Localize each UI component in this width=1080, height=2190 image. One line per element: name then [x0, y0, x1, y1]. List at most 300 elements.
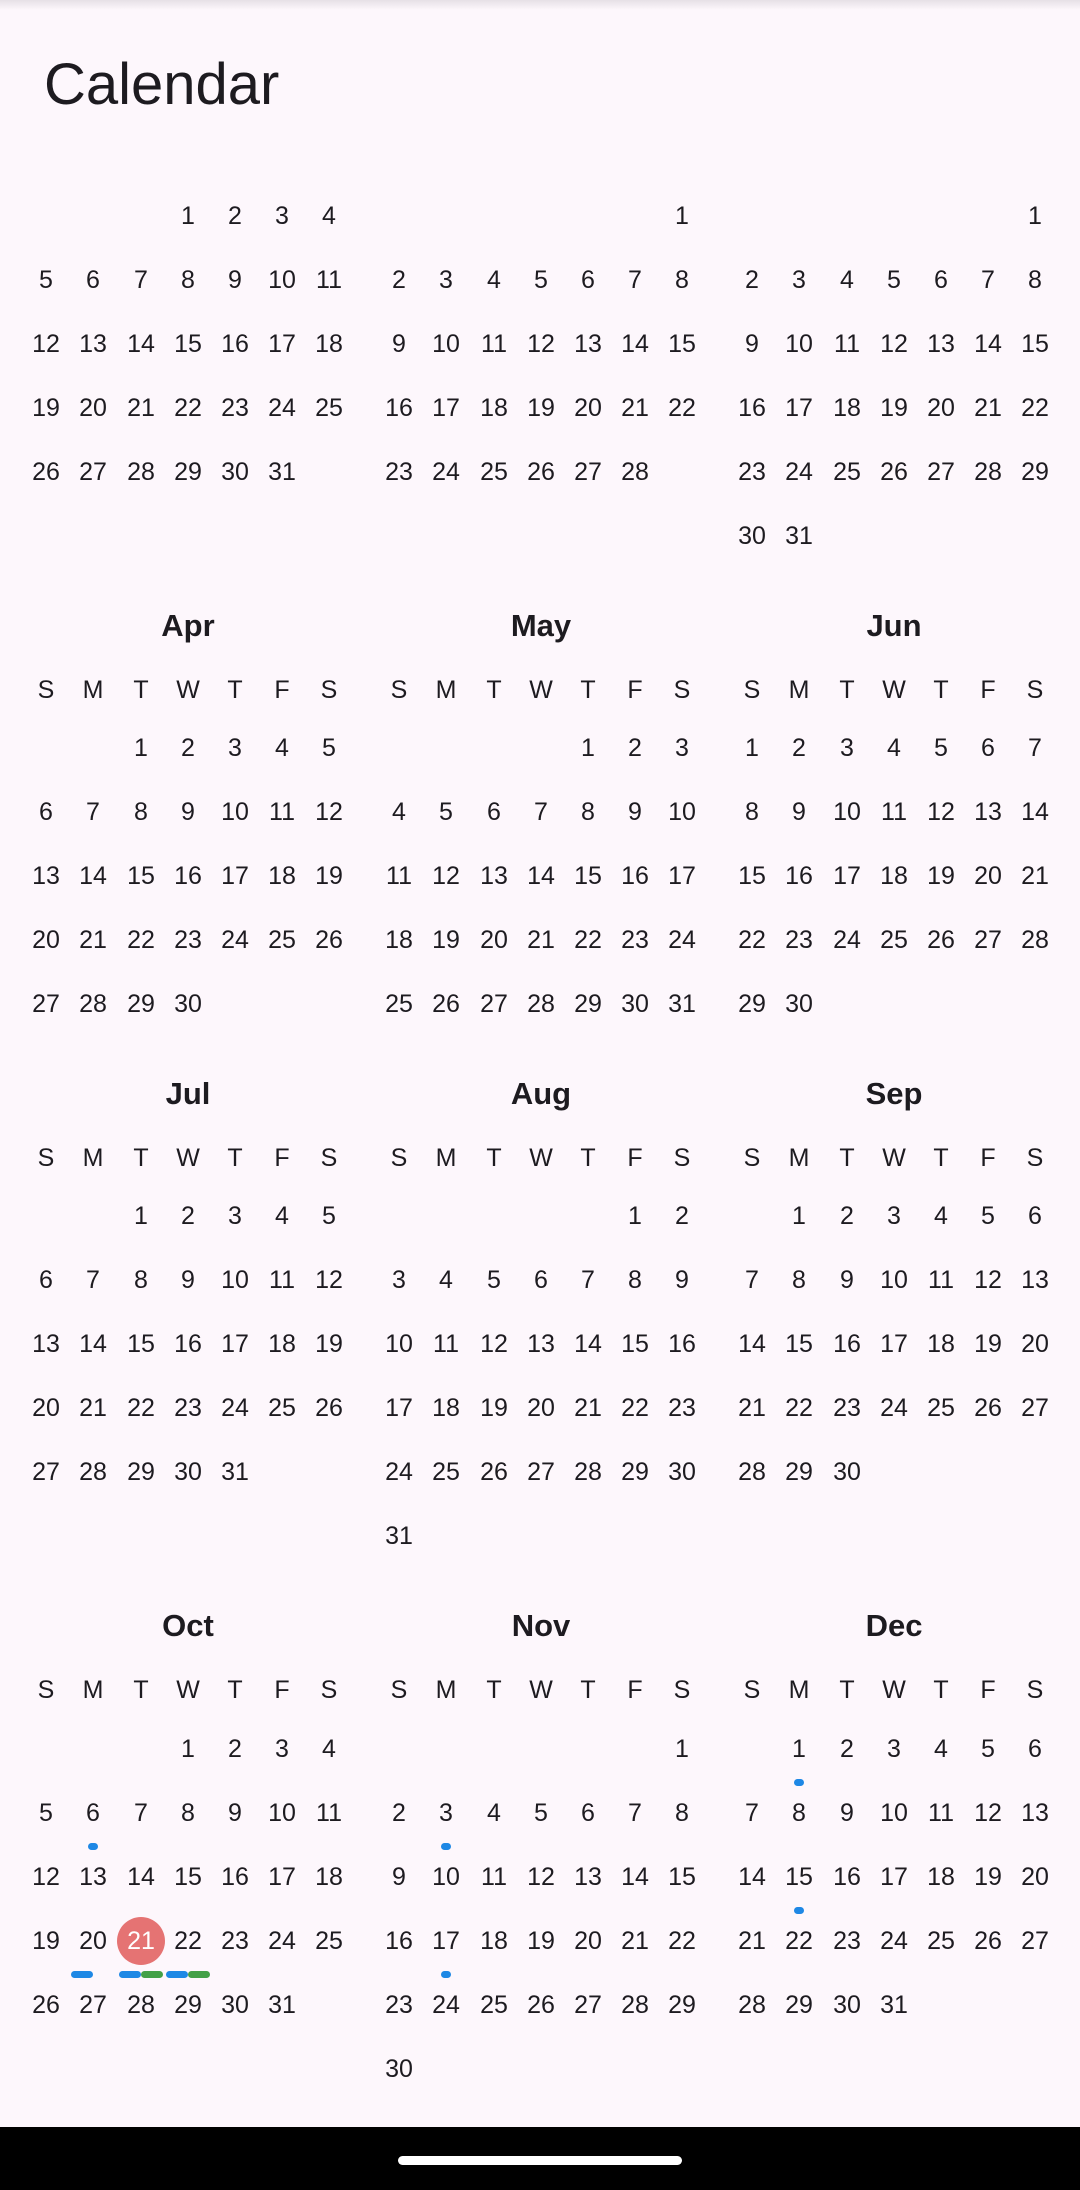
day-cell[interactable]: 26: [527, 458, 555, 486]
day-cell[interactable]: 25: [432, 1458, 460, 1486]
day-cell[interactable]: 22: [127, 926, 155, 954]
day-cell[interactable]: 19: [315, 1330, 343, 1358]
day-cell[interactable]: 25: [480, 458, 508, 486]
day-cell[interactable]: 28: [79, 1458, 107, 1486]
day-cell[interactable]: 4: [887, 734, 901, 762]
day-cell[interactable]: 16: [621, 862, 649, 890]
day-cell[interactable]: 17: [432, 1927, 460, 1955]
day-cell[interactable]: 3: [675, 734, 689, 762]
day-cell[interactable]: 23: [385, 458, 413, 486]
day-cell[interactable]: 9: [228, 1799, 242, 1827]
day-cell[interactable]: 13: [574, 1863, 602, 1891]
day-cell[interactable]: 6: [86, 1799, 100, 1827]
day-cell[interactable]: 13: [32, 1330, 60, 1358]
day-cell[interactable]: 16: [174, 1330, 202, 1358]
day-cell[interactable]: 25: [315, 1927, 343, 1955]
day-cell[interactable]: 20: [32, 1394, 60, 1422]
day-cell[interactable]: 16: [385, 1927, 413, 1955]
day-cell[interactable]: 7: [134, 1799, 148, 1827]
day-cell[interactable]: 24: [268, 394, 296, 422]
day-cell[interactable]: 21: [738, 1394, 766, 1422]
day-cell[interactable]: 10: [880, 1799, 908, 1827]
day-cell[interactable]: 9: [392, 330, 406, 358]
day-cell[interactable]: 18: [833, 394, 861, 422]
day-cell[interactable]: 11: [481, 1863, 507, 1891]
day-cell[interactable]: 18: [880, 862, 908, 890]
day-cell[interactable]: 19: [32, 1927, 60, 1955]
day-cell[interactable]: 31: [268, 458, 296, 486]
day-cell[interactable]: 28: [738, 1991, 766, 2019]
day-cell[interactable]: 27: [574, 458, 602, 486]
day-cell[interactable]: 18: [480, 1927, 508, 1955]
day-cell[interactable]: 1: [134, 734, 148, 762]
day-cell[interactable]: 8: [675, 1799, 689, 1827]
day-cell[interactable]: 12: [974, 1266, 1002, 1294]
home-handle[interactable]: [398, 2156, 682, 2165]
day-cell[interactable]: 16: [785, 862, 813, 890]
day-cell[interactable]: 23: [174, 926, 202, 954]
day-cell[interactable]: 8: [628, 1266, 642, 1294]
day-cell[interactable]: 15: [785, 1330, 813, 1358]
day-cell[interactable]: 11: [386, 862, 412, 890]
day-cell[interactable]: 14: [127, 1863, 155, 1891]
day-cell[interactable]: 19: [880, 394, 908, 422]
day-cell[interactable]: 6: [934, 266, 948, 294]
day-cell-today[interactable]: 21: [127, 1927, 155, 1955]
day-cell[interactable]: 5: [981, 1202, 995, 1230]
day-cell[interactable]: 6: [1028, 1735, 1042, 1763]
day-cell[interactable]: 17: [268, 330, 296, 358]
day-cell[interactable]: 15: [1021, 330, 1049, 358]
day-cell[interactable]: 16: [738, 394, 766, 422]
day-cell[interactable]: 13: [927, 330, 955, 358]
day-cell[interactable]: 6: [581, 266, 595, 294]
day-cell[interactable]: 28: [1021, 926, 1049, 954]
day-cell[interactable]: 28: [574, 1458, 602, 1486]
day-cell[interactable]: 19: [432, 926, 460, 954]
day-cell[interactable]: 18: [432, 1394, 460, 1422]
day-cell[interactable]: 31: [668, 990, 696, 1018]
day-cell[interactable]: 20: [974, 862, 1002, 890]
day-cell[interactable]: 21: [79, 926, 107, 954]
day-cell[interactable]: 18: [385, 926, 413, 954]
day-cell[interactable]: 5: [322, 1202, 336, 1230]
day-cell[interactable]: 10: [268, 266, 296, 294]
day-cell[interactable]: 15: [738, 862, 766, 890]
day-cell[interactable]: 18: [315, 330, 343, 358]
day-cell[interactable]: 5: [439, 798, 453, 826]
day-cell[interactable]: 5: [534, 1799, 548, 1827]
day-cell[interactable]: 10: [833, 798, 861, 826]
day-cell[interactable]: 7: [134, 266, 148, 294]
day-cell[interactable]: 30: [221, 1991, 249, 2019]
day-cell[interactable]: 27: [1021, 1927, 1049, 1955]
day-cell[interactable]: 26: [527, 1991, 555, 2019]
day-cell[interactable]: 4: [840, 266, 854, 294]
day-cell[interactable]: 7: [628, 1799, 642, 1827]
day-cell[interactable]: 5: [487, 1266, 501, 1294]
day-cell[interactable]: 8: [134, 798, 148, 826]
day-cell[interactable]: 6: [1028, 1202, 1042, 1230]
day-cell[interactable]: 1: [581, 734, 595, 762]
day-cell[interactable]: 24: [432, 458, 460, 486]
day-cell[interactable]: 30: [833, 1991, 861, 2019]
day-cell[interactable]: 30: [833, 1458, 861, 1486]
day-cell[interactable]: 29: [127, 1458, 155, 1486]
day-cell[interactable]: 1: [628, 1202, 642, 1230]
day-cell[interactable]: 14: [127, 330, 155, 358]
day-cell[interactable]: 8: [134, 1266, 148, 1294]
day-cell[interactable]: 7: [1028, 734, 1042, 762]
day-cell[interactable]: 23: [785, 926, 813, 954]
month-name-may[interactable]: May: [510, 608, 572, 643]
day-cell[interactable]: 11: [481, 330, 507, 358]
day-cell[interactable]: 31: [385, 1522, 413, 1550]
day-cell[interactable]: 25: [927, 1394, 955, 1422]
day-cell[interactable]: 13: [574, 330, 602, 358]
day-cell[interactable]: 2: [228, 1735, 242, 1763]
day-cell[interactable]: 7: [86, 798, 100, 826]
day-cell[interactable]: 24: [668, 926, 696, 954]
day-cell[interactable]: 19: [315, 862, 343, 890]
day-cell[interactable]: 6: [39, 1266, 53, 1294]
day-cell[interactable]: 15: [574, 862, 602, 890]
day-cell[interactable]: 30: [668, 1458, 696, 1486]
day-cell[interactable]: 15: [127, 862, 155, 890]
day-cell[interactable]: 22: [174, 1927, 202, 1955]
day-cell[interactable]: 3: [439, 266, 453, 294]
day-cell[interactable]: 4: [439, 1266, 453, 1294]
day-cell[interactable]: 23: [221, 394, 249, 422]
day-cell[interactable]: 10: [268, 1799, 296, 1827]
day-cell[interactable]: 19: [974, 1330, 1002, 1358]
day-cell[interactable]: 27: [527, 1458, 555, 1486]
day-cell[interactable]: 29: [738, 990, 766, 1018]
day-cell[interactable]: 9: [792, 798, 806, 826]
day-cell[interactable]: 12: [974, 1799, 1002, 1827]
day-cell[interactable]: 25: [833, 458, 861, 486]
day-cell[interactable]: 4: [487, 266, 501, 294]
day-cell[interactable]: 29: [621, 1458, 649, 1486]
day-cell[interactable]: 29: [574, 990, 602, 1018]
day-cell[interactable]: 22: [574, 926, 602, 954]
day-cell[interactable]: 21: [738, 1927, 766, 1955]
day-cell[interactable]: 19: [527, 1927, 555, 1955]
day-cell[interactable]: 30: [738, 522, 766, 550]
day-cell[interactable]: 7: [745, 1799, 759, 1827]
day-cell[interactable]: 21: [574, 1394, 602, 1422]
day-cell[interactable]: 23: [833, 1927, 861, 1955]
day-cell[interactable]: 30: [221, 458, 249, 486]
day-cell[interactable]: 24: [221, 926, 249, 954]
day-cell[interactable]: 15: [174, 1863, 202, 1891]
day-cell[interactable]: 27: [79, 1991, 107, 2019]
day-cell[interactable]: 30: [385, 2055, 413, 2083]
day-cell[interactable]: 11: [881, 798, 907, 826]
day-cell[interactable]: 15: [668, 330, 696, 358]
day-cell[interactable]: 15: [668, 1863, 696, 1891]
day-cell[interactable]: 29: [127, 990, 155, 1018]
day-cell[interactable]: 2: [792, 734, 806, 762]
day-cell[interactable]: 29: [174, 458, 202, 486]
day-cell[interactable]: 12: [32, 330, 60, 358]
day-cell[interactable]: 28: [127, 1991, 155, 2019]
day-cell[interactable]: 3: [275, 1735, 289, 1763]
day-cell[interactable]: 4: [275, 1202, 289, 1230]
day-cell[interactable]: 5: [39, 1799, 53, 1827]
day-cell[interactable]: 20: [79, 394, 107, 422]
day-cell[interactable]: 5: [887, 266, 901, 294]
day-cell[interactable]: 13: [480, 862, 508, 890]
day-cell[interactable]: 12: [480, 1330, 508, 1358]
day-cell[interactable]: 16: [221, 330, 249, 358]
month-name-jun[interactable]: Jun: [866, 608, 922, 643]
day-cell[interactable]: 9: [628, 798, 642, 826]
day-cell[interactable]: 11: [269, 798, 295, 826]
day-cell[interactable]: 5: [534, 266, 548, 294]
day-cell[interactable]: 26: [432, 990, 460, 1018]
day-cell[interactable]: 12: [927, 798, 955, 826]
day-cell[interactable]: 14: [621, 330, 649, 358]
day-cell[interactable]: 5: [39, 266, 53, 294]
day-cell[interactable]: 26: [974, 1394, 1002, 1422]
day-cell[interactable]: 8: [792, 1799, 806, 1827]
day-cell[interactable]: 21: [974, 394, 1002, 422]
day-cell[interactable]: 11: [928, 1799, 954, 1827]
day-cell[interactable]: 15: [174, 330, 202, 358]
day-cell[interactable]: 10: [668, 798, 696, 826]
day-cell[interactable]: 19: [480, 1394, 508, 1422]
day-cell[interactable]: 30: [621, 990, 649, 1018]
day-cell[interactable]: 24: [833, 926, 861, 954]
day-cell[interactable]: 1: [181, 202, 195, 230]
day-cell[interactable]: 7: [628, 266, 642, 294]
day-cell[interactable]: 11: [834, 330, 860, 358]
day-cell[interactable]: 26: [315, 926, 343, 954]
day-cell[interactable]: 18: [927, 1863, 955, 1891]
day-cell[interactable]: 22: [1021, 394, 1049, 422]
day-cell[interactable]: 21: [1021, 862, 1049, 890]
day-cell[interactable]: 6: [981, 734, 995, 762]
day-cell[interactable]: 11: [269, 1266, 295, 1294]
day-cell[interactable]: 3: [840, 734, 854, 762]
day-cell[interactable]: 8: [1028, 266, 1042, 294]
day-cell[interactable]: 25: [880, 926, 908, 954]
day-cell[interactable]: 14: [574, 1330, 602, 1358]
day-cell[interactable]: 24: [221, 1394, 249, 1422]
day-cell[interactable]: 13: [79, 330, 107, 358]
day-cell[interactable]: 24: [785, 458, 813, 486]
day-cell[interactable]: 20: [32, 926, 60, 954]
day-cell[interactable]: 1: [792, 1202, 806, 1230]
day-cell[interactable]: 14: [974, 330, 1002, 358]
day-cell[interactable]: 10: [221, 1266, 249, 1294]
day-cell[interactable]: 8: [181, 266, 195, 294]
day-cell[interactable]: 3: [275, 202, 289, 230]
day-cell[interactable]: 9: [392, 1863, 406, 1891]
day-cell[interactable]: 25: [385, 990, 413, 1018]
day-cell[interactable]: 31: [221, 1458, 249, 1486]
day-cell[interactable]: 17: [221, 862, 249, 890]
day-cell[interactable]: 17: [880, 1330, 908, 1358]
day-cell[interactable]: 20: [927, 394, 955, 422]
day-cell[interactable]: 18: [315, 1863, 343, 1891]
day-cell[interactable]: 27: [32, 1458, 60, 1486]
day-cell[interactable]: 13: [527, 1330, 555, 1358]
day-cell[interactable]: 17: [785, 394, 813, 422]
day-cell[interactable]: 15: [127, 1330, 155, 1358]
day-cell[interactable]: 1: [792, 1735, 806, 1763]
month-name-oct[interactable]: Oct: [162, 1608, 214, 1643]
day-cell[interactable]: 15: [785, 1863, 813, 1891]
day-cell[interactable]: 10: [221, 798, 249, 826]
day-cell[interactable]: 23: [385, 1991, 413, 2019]
day-cell[interactable]: 29: [785, 1991, 813, 2019]
day-cell[interactable]: 31: [785, 522, 813, 550]
day-cell[interactable]: 12: [432, 862, 460, 890]
day-cell[interactable]: 25: [315, 394, 343, 422]
month-name-nov[interactable]: Nov: [511, 1608, 571, 1643]
day-cell[interactable]: 18: [480, 394, 508, 422]
month-name-aug[interactable]: Aug: [510, 1076, 572, 1111]
day-cell[interactable]: 25: [927, 1927, 955, 1955]
month-name-dec[interactable]: Dec: [865, 1608, 923, 1643]
day-cell[interactable]: 5: [981, 1735, 995, 1763]
day-cell[interactable]: 1: [675, 202, 689, 230]
day-cell[interactable]: 16: [833, 1863, 861, 1891]
day-cell[interactable]: 10: [432, 1863, 460, 1891]
day-cell[interactable]: 7: [981, 266, 995, 294]
day-cell[interactable]: 22: [785, 1927, 813, 1955]
day-cell[interactable]: 4: [322, 202, 336, 230]
day-cell[interactable]: 18: [268, 1330, 296, 1358]
day-cell[interactable]: 26: [974, 1927, 1002, 1955]
day-cell[interactable]: 11: [316, 266, 342, 294]
day-cell[interactable]: 20: [574, 1927, 602, 1955]
day-cell[interactable]: 4: [934, 1735, 948, 1763]
day-cell[interactable]: 23: [621, 926, 649, 954]
day-cell[interactable]: 30: [174, 1458, 202, 1486]
day-cell[interactable]: 27: [32, 990, 60, 1018]
day-cell[interactable]: 27: [574, 1991, 602, 2019]
day-cell[interactable]: 13: [1021, 1266, 1049, 1294]
day-cell[interactable]: 3: [228, 734, 242, 762]
day-cell[interactable]: 9: [675, 1266, 689, 1294]
day-cell[interactable]: 28: [527, 990, 555, 1018]
day-cell[interactable]: 1: [181, 1735, 195, 1763]
day-cell[interactable]: 24: [385, 1458, 413, 1486]
day-cell[interactable]: 17: [268, 1863, 296, 1891]
day-cell[interactable]: 17: [221, 1330, 249, 1358]
day-cell[interactable]: 6: [39, 798, 53, 826]
day-cell[interactable]: 22: [668, 394, 696, 422]
month-name-sep[interactable]: Sep: [865, 1076, 923, 1111]
day-cell[interactable]: 26: [927, 926, 955, 954]
day-cell[interactable]: 21: [621, 394, 649, 422]
day-cell[interactable]: 9: [181, 798, 195, 826]
day-cell[interactable]: 8: [581, 798, 595, 826]
day-cell[interactable]: 28: [127, 458, 155, 486]
day-cell[interactable]: 2: [181, 1202, 195, 1230]
day-cell[interactable]: 20: [480, 926, 508, 954]
day-cell[interactable]: 13: [32, 862, 60, 890]
day-cell[interactable]: 16: [174, 862, 202, 890]
day-cell[interactable]: 20: [574, 394, 602, 422]
day-cell[interactable]: 19: [32, 394, 60, 422]
day-cell[interactable]: 9: [745, 330, 759, 358]
day-cell[interactable]: 19: [927, 862, 955, 890]
day-cell[interactable]: 14: [527, 862, 555, 890]
day-cell[interactable]: 9: [840, 1799, 854, 1827]
day-cell[interactable]: 3: [228, 1202, 242, 1230]
day-cell[interactable]: 21: [527, 926, 555, 954]
day-cell[interactable]: 26: [32, 458, 60, 486]
month-name-jul[interactable]: Jul: [165, 1076, 211, 1111]
day-cell[interactable]: 22: [738, 926, 766, 954]
day-cell[interactable]: 24: [432, 1991, 460, 2019]
day-cell[interactable]: 31: [880, 1991, 908, 2019]
day-cell[interactable]: 13: [974, 798, 1002, 826]
day-cell[interactable]: 7: [745, 1266, 759, 1294]
day-cell[interactable]: 14: [1021, 798, 1049, 826]
day-cell[interactable]: 13: [1021, 1799, 1049, 1827]
day-cell[interactable]: 11: [433, 1330, 459, 1358]
day-cell[interactable]: 28: [621, 1991, 649, 2019]
day-cell[interactable]: 3: [439, 1799, 453, 1827]
day-cell[interactable]: 28: [79, 990, 107, 1018]
day-cell[interactable]: 10: [385, 1330, 413, 1358]
day-cell[interactable]: 6: [86, 266, 100, 294]
day-cell[interactable]: 12: [315, 1266, 343, 1294]
day-cell[interactable]: 4: [487, 1799, 501, 1827]
day-cell[interactable]: 22: [127, 1394, 155, 1422]
day-cell[interactable]: 7: [86, 1266, 100, 1294]
day-cell[interactable]: 11: [316, 1799, 342, 1827]
day-cell[interactable]: 4: [322, 1735, 336, 1763]
day-cell[interactable]: 14: [79, 1330, 107, 1358]
day-cell[interactable]: 27: [480, 990, 508, 1018]
day-cell[interactable]: 13: [79, 1863, 107, 1891]
day-cell[interactable]: 24: [880, 1927, 908, 1955]
day-cell[interactable]: 5: [322, 734, 336, 762]
day-cell[interactable]: 30: [785, 990, 813, 1018]
day-cell[interactable]: 25: [268, 1394, 296, 1422]
day-cell[interactable]: 27: [79, 458, 107, 486]
day-cell[interactable]: 8: [745, 798, 759, 826]
day-cell[interactable]: 27: [1021, 1394, 1049, 1422]
day-cell[interactable]: 2: [745, 266, 759, 294]
day-cell[interactable]: 20: [527, 1394, 555, 1422]
day-cell[interactable]: 3: [792, 266, 806, 294]
day-cell[interactable]: 29: [668, 1991, 696, 2019]
day-cell[interactable]: 29: [1021, 458, 1049, 486]
day-cell[interactable]: 14: [738, 1863, 766, 1891]
day-cell[interactable]: 2: [228, 202, 242, 230]
day-cell[interactable]: 19: [527, 394, 555, 422]
day-cell[interactable]: 1: [675, 1735, 689, 1763]
day-cell[interactable]: 12: [527, 1863, 555, 1891]
day-cell[interactable]: 26: [315, 1394, 343, 1422]
day-cell[interactable]: 1: [1028, 202, 1042, 230]
day-cell[interactable]: 6: [487, 798, 501, 826]
day-cell[interactable]: 6: [534, 1266, 548, 1294]
day-cell[interactable]: 23: [221, 1927, 249, 1955]
day-cell[interactable]: 14: [621, 1863, 649, 1891]
day-cell[interactable]: 2: [392, 1799, 406, 1827]
month-name-apr[interactable]: Apr: [161, 608, 215, 643]
day-cell[interactable]: 29: [785, 1458, 813, 1486]
day-cell[interactable]: 26: [880, 458, 908, 486]
